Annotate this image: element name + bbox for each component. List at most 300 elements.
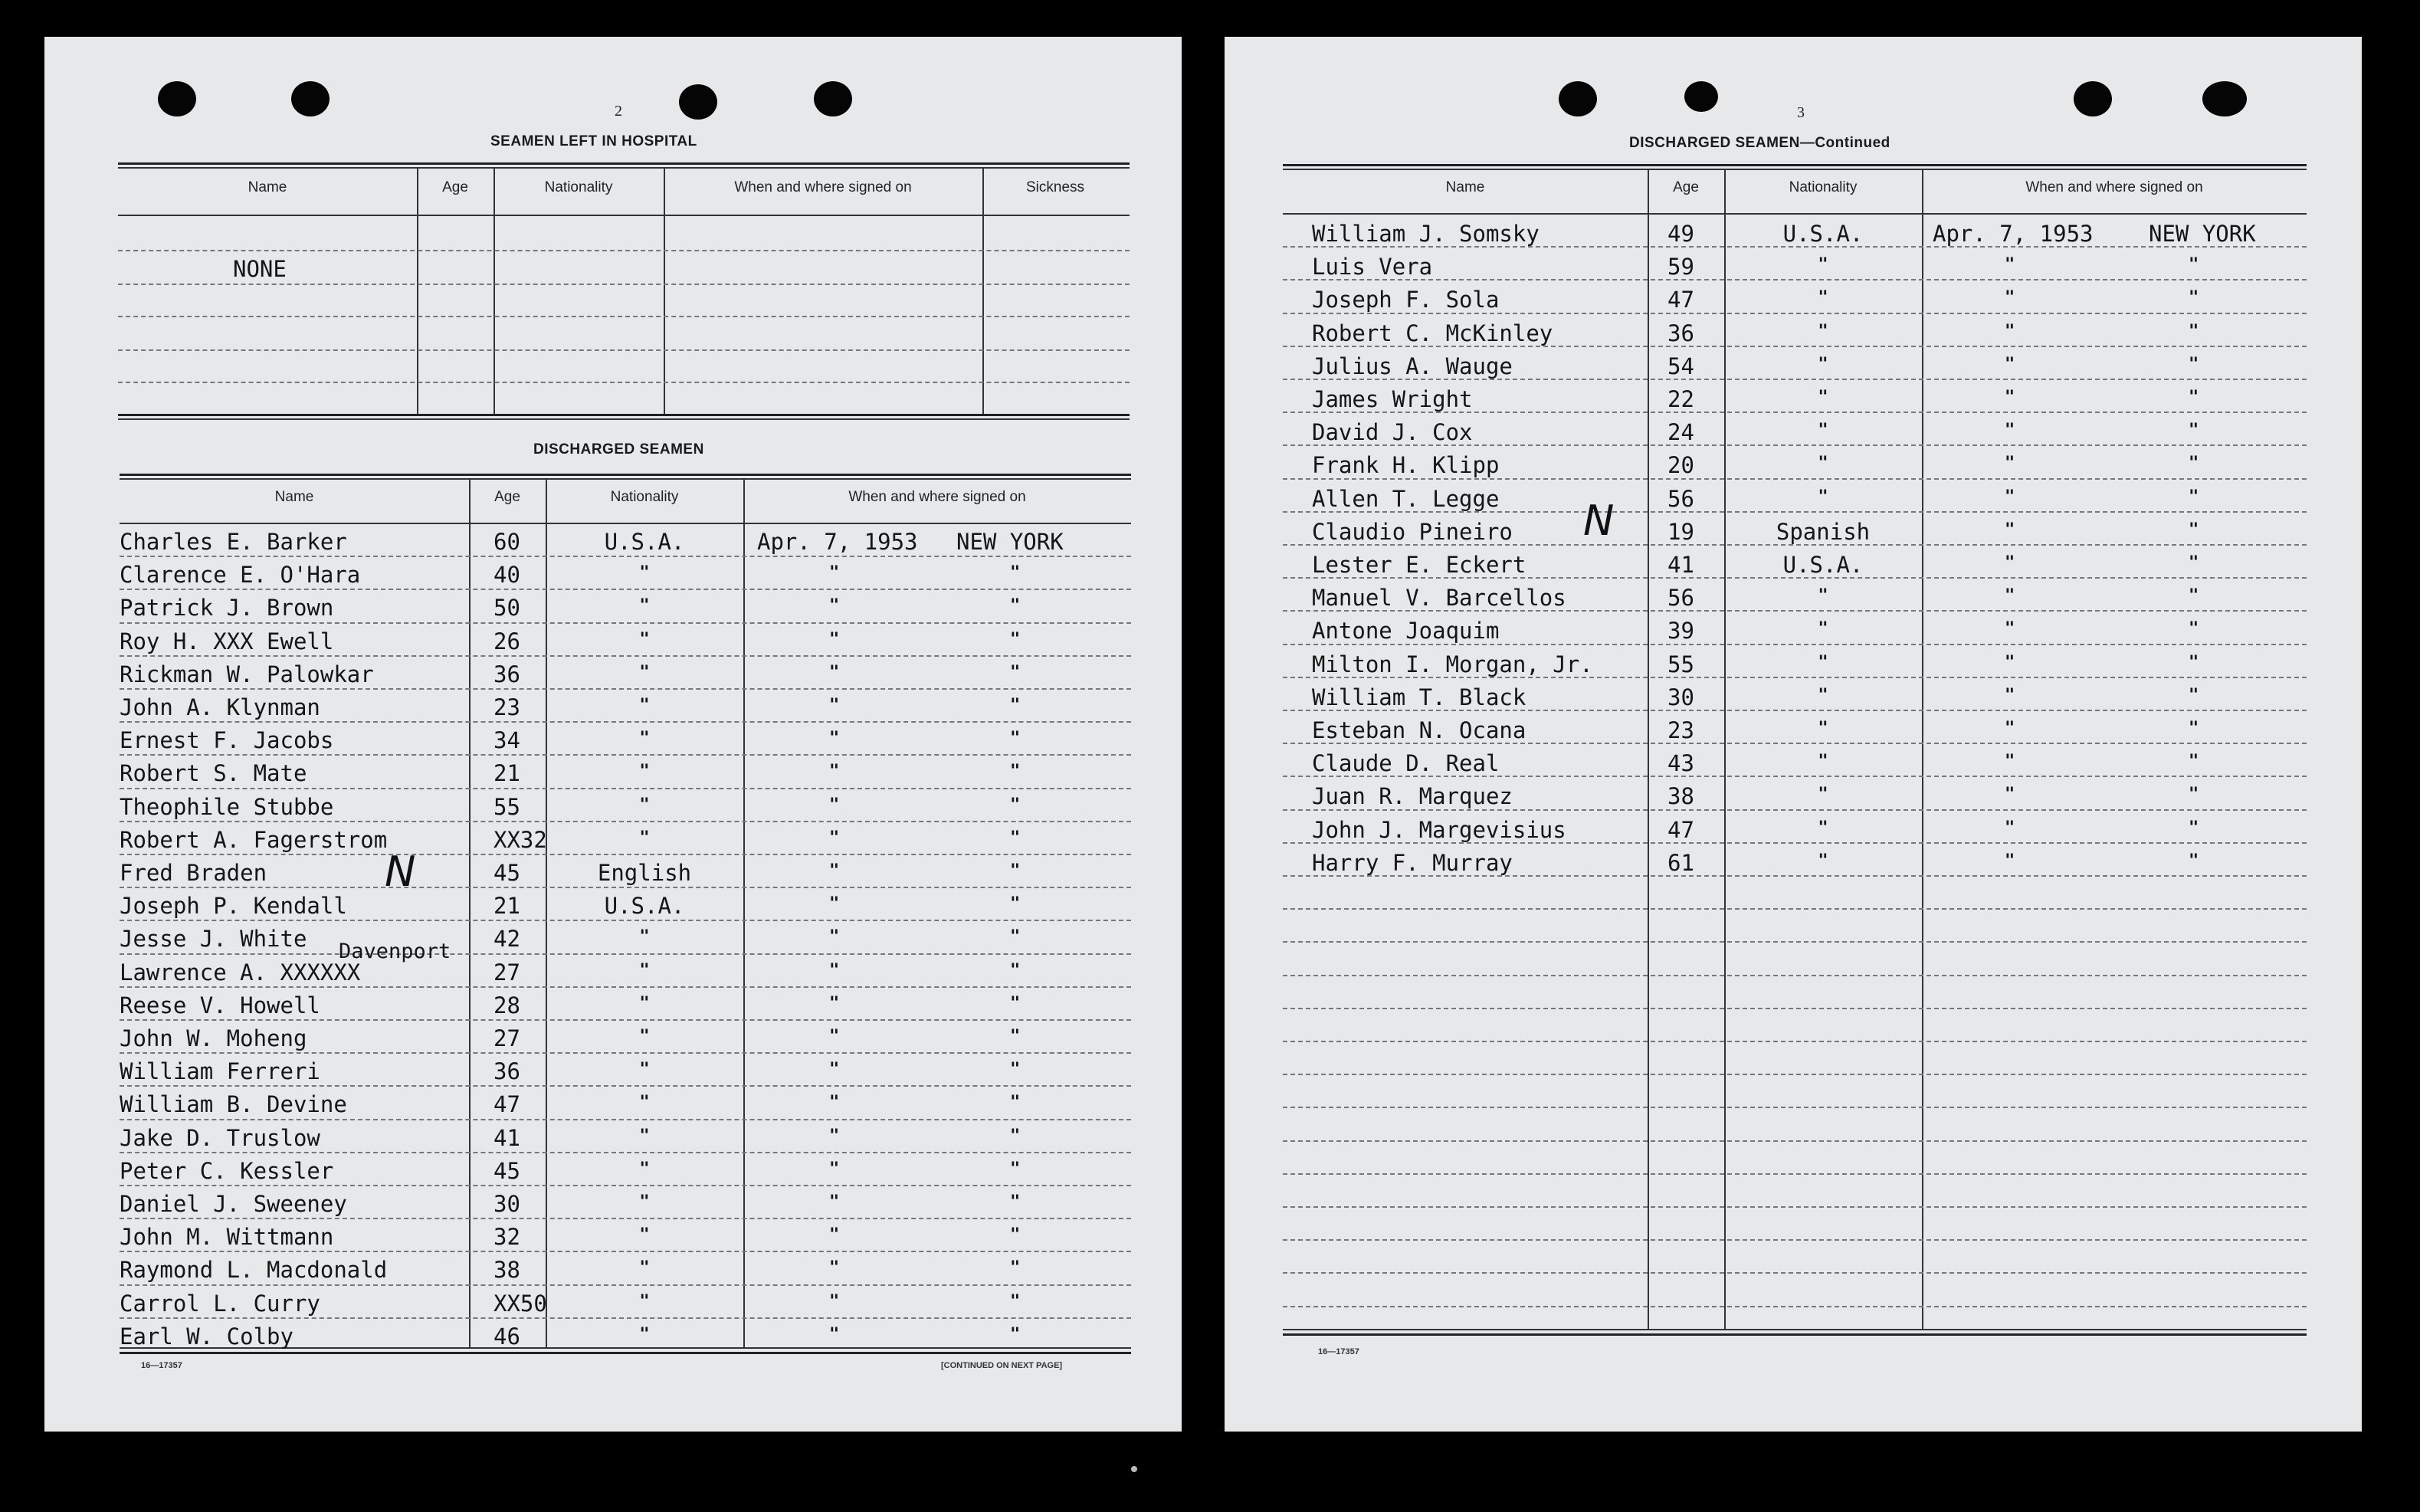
row-line bbox=[1283, 1272, 2307, 1274]
right-page bbox=[1225, 37, 2362, 1432]
ditto-mark: " bbox=[1010, 1192, 1021, 1212]
ditto-mark: " bbox=[1010, 1093, 1021, 1113]
ditto-mark: " bbox=[1818, 652, 1828, 672]
ditto-mark: " bbox=[2005, 288, 2015, 308]
seaman-name: Jesse J. White bbox=[120, 926, 307, 953]
hospital-entry: NONE bbox=[233, 256, 287, 282]
ditto-mark: " bbox=[829, 1225, 840, 1245]
ditto-mark: " bbox=[1818, 785, 1828, 805]
row-line bbox=[120, 788, 1131, 789]
header-age: Age bbox=[494, 489, 520, 505]
ditto-mark: " bbox=[1818, 487, 1828, 507]
seaman-age: 55 bbox=[1667, 651, 1694, 677]
continued-note: [CONTINUED ON NEXT PAGE] bbox=[941, 1361, 1063, 1370]
seaman-name: Lawrence A. XXXXXX bbox=[120, 959, 361, 986]
seaman-name: Esteban N. Ocana bbox=[1312, 717, 1526, 743]
ditto-mark: " bbox=[1010, 828, 1021, 848]
ditto-mark: " bbox=[1010, 1159, 1021, 1179]
rule bbox=[1283, 1329, 2307, 1330]
seaman-age: 59 bbox=[1667, 254, 1694, 280]
ditto-mark: " bbox=[1010, 762, 1021, 782]
ditto-mark: " bbox=[2005, 619, 2015, 639]
continued-title-suffix: —Continued bbox=[1799, 135, 1890, 151]
seaman-name: Allen T. Legge bbox=[1312, 485, 1500, 512]
ditto-mark: " bbox=[1818, 619, 1828, 639]
header-sickness: Sickness bbox=[1025, 179, 1085, 195]
ditto-mark: " bbox=[829, 1126, 840, 1146]
row-line bbox=[120, 1085, 1131, 1087]
row-line bbox=[1283, 279, 2307, 280]
name-correction: Davenport bbox=[339, 939, 451, 963]
ditto-mark: " bbox=[639, 563, 650, 583]
column-divider bbox=[1922, 170, 1923, 1329]
seaman-age: 19 bbox=[1667, 518, 1694, 545]
ditto-mark: " bbox=[639, 1258, 650, 1278]
ditto-mark: " bbox=[2005, 851, 2015, 871]
ditto-mark: " bbox=[2189, 487, 2199, 507]
seaman-age: 50 bbox=[494, 595, 520, 622]
row-line bbox=[120, 821, 1131, 822]
ditto-mark: " bbox=[2189, 421, 2199, 441]
rule bbox=[1283, 213, 2307, 215]
ditto-mark: " bbox=[2005, 454, 2015, 474]
seaman-nationality: U.S.A. bbox=[1782, 552, 1864, 578]
ditto-mark: " bbox=[829, 563, 840, 583]
rule bbox=[118, 414, 1130, 416]
ditto-mark: " bbox=[1010, 993, 1021, 1013]
ditto-mark: " bbox=[639, 1093, 650, 1113]
column-divider bbox=[743, 480, 745, 1347]
seaman-name: Theophile Stubbe bbox=[120, 793, 334, 820]
column-divider bbox=[417, 169, 418, 414]
ditto-mark: " bbox=[2189, 619, 2199, 639]
ditto-mark: " bbox=[639, 960, 650, 980]
rule bbox=[1283, 1333, 2307, 1336]
seaman-nationality: English bbox=[597, 860, 692, 886]
ditto-mark: " bbox=[2189, 685, 2199, 705]
ditto-mark: " bbox=[1818, 818, 1828, 838]
row-line bbox=[120, 1218, 1131, 1219]
row-line bbox=[120, 1317, 1131, 1319]
ditto-mark: " bbox=[1818, 719, 1828, 738]
form-number: 16—17357 bbox=[1318, 1347, 1359, 1356]
ditto-mark: " bbox=[1818, 255, 1828, 275]
seaman-name: Raymond L. Macdonald bbox=[120, 1257, 388, 1284]
page-number: 2 bbox=[615, 103, 622, 120]
seaman-age: 28 bbox=[494, 992, 520, 1018]
row-line bbox=[120, 721, 1131, 723]
punch-hole bbox=[2202, 81, 2247, 116]
seaman-name: Manuel V. Barcellos bbox=[1312, 585, 1566, 612]
ditto-mark: " bbox=[1010, 795, 1021, 815]
ditto-mark: " bbox=[2005, 321, 2015, 341]
seaman-name: Lester E. Eckert bbox=[1312, 552, 1526, 578]
ditto-mark: " bbox=[2005, 785, 2015, 805]
seaman-name: Clarence E. O'Hara bbox=[120, 562, 361, 589]
ditto-mark: " bbox=[1818, 321, 1828, 341]
row-line bbox=[120, 655, 1131, 657]
seaman-age: 32 bbox=[494, 1224, 520, 1251]
seaman-name: Peter C. Kessler bbox=[120, 1157, 334, 1184]
header-name: Name bbox=[1445, 179, 1485, 195]
seaman-nationality: Spanish bbox=[1776, 518, 1871, 545]
row-line bbox=[1283, 1206, 2307, 1208]
ditto-mark: " bbox=[1818, 354, 1828, 374]
column-divider bbox=[1724, 170, 1726, 1329]
row-line bbox=[120, 1152, 1131, 1153]
seaman-name: William Ferreri bbox=[120, 1058, 320, 1085]
ditto-mark: " bbox=[2189, 818, 2199, 838]
header-signed-on: When and where signed on bbox=[2025, 179, 2203, 195]
seaman-age: 36 bbox=[494, 1058, 520, 1085]
ditto-mark: " bbox=[1010, 629, 1021, 649]
column-divider bbox=[1648, 170, 1649, 1329]
row-line bbox=[120, 920, 1131, 921]
rule bbox=[118, 215, 1130, 216]
ditto-mark: " bbox=[829, 662, 840, 682]
seaman-age: 23 bbox=[494, 694, 520, 720]
seaman-name: Rickman W. Palowkar bbox=[120, 661, 374, 687]
row-line bbox=[1283, 1074, 2307, 1075]
ditto-mark: " bbox=[2005, 421, 2015, 441]
row-line bbox=[120, 754, 1131, 756]
punch-hole bbox=[1684, 81, 1718, 112]
ditto-mark: " bbox=[829, 1192, 840, 1212]
seaman-age: 60 bbox=[494, 529, 520, 555]
ditto-mark: " bbox=[829, 894, 840, 914]
rule bbox=[1283, 164, 2307, 166]
ditto-mark: " bbox=[1010, 729, 1021, 749]
ditto-mark: " bbox=[829, 861, 840, 881]
seaman-age: 30 bbox=[494, 1191, 520, 1217]
ditto-mark: " bbox=[639, 1225, 650, 1245]
ditto-mark: " bbox=[2189, 354, 2199, 374]
rule bbox=[120, 523, 1131, 524]
punch-hole bbox=[679, 84, 717, 120]
ditto-mark: " bbox=[829, 1291, 840, 1311]
row-line bbox=[120, 953, 1131, 955]
ditto-mark: " bbox=[1818, 388, 1828, 407]
ditto-mark: " bbox=[2005, 818, 2015, 838]
row-line bbox=[1283, 1306, 2307, 1307]
ditto-mark: " bbox=[2189, 652, 2199, 672]
seaman-age: 56 bbox=[1667, 485, 1694, 512]
seaman-name: Claudio Pineiro bbox=[1312, 518, 1513, 545]
ditto-mark: " bbox=[829, 927, 840, 947]
seaman-name: Robert C. McKinley bbox=[1312, 320, 1553, 346]
header-nationality: Nationality bbox=[544, 179, 613, 195]
seaman-nationality: U.S.A. bbox=[1782, 221, 1864, 247]
column-divider bbox=[982, 169, 984, 414]
ditto-mark: " bbox=[1010, 1324, 1021, 1344]
row-line bbox=[120, 1119, 1131, 1120]
seaman-name: Roy H. XXX Ewell bbox=[120, 628, 334, 654]
ditto-mark: " bbox=[639, 696, 650, 715]
seaman-name: Reese V. Howell bbox=[120, 992, 320, 1018]
seaman-age: 54 bbox=[1667, 353, 1694, 379]
header-age: Age bbox=[442, 179, 468, 195]
row-line bbox=[120, 1019, 1131, 1021]
ditto-mark: " bbox=[1010, 927, 1021, 947]
ditto-mark: " bbox=[639, 1027, 650, 1046]
page-number: 3 bbox=[1797, 104, 1805, 121]
punch-hole bbox=[291, 81, 330, 116]
seaman-age: 36 bbox=[494, 661, 520, 687]
seaman-age: 41 bbox=[1667, 552, 1694, 578]
ditto-mark: " bbox=[639, 1060, 650, 1080]
rule bbox=[120, 1352, 1131, 1354]
ditto-mark: " bbox=[829, 795, 840, 815]
seaman-name: Joseph P. Kendall bbox=[120, 893, 347, 920]
seaman-name: Charles E. Barker bbox=[120, 529, 347, 555]
ditto-mark: " bbox=[1010, 861, 1021, 881]
ditto-mark: " bbox=[829, 1060, 840, 1080]
seaman-age: 47 bbox=[1667, 816, 1694, 843]
ditto-mark: " bbox=[1818, 454, 1828, 474]
ditto-mark: " bbox=[1010, 563, 1021, 583]
ditto-mark: " bbox=[639, 629, 650, 649]
row-line bbox=[118, 250, 1130, 251]
seaman-age: 56 bbox=[1667, 585, 1694, 612]
seaman-name: Robert A. Fagerstrom bbox=[120, 826, 388, 853]
form-number: 16—17357 bbox=[141, 1361, 182, 1370]
seaman-name: Earl W. Colby bbox=[120, 1323, 293, 1350]
seaman-name: James Wright bbox=[1312, 386, 1473, 412]
row-line bbox=[1283, 941, 2307, 943]
rule bbox=[120, 474, 1131, 476]
ditto-mark: " bbox=[2189, 719, 2199, 738]
seaman-age: 45 bbox=[494, 1157, 520, 1184]
row-line bbox=[1283, 975, 2307, 976]
ditto-mark: " bbox=[1010, 596, 1021, 616]
ditto-mark: " bbox=[1010, 1060, 1021, 1080]
signed-on-place: NEW YORK bbox=[2149, 221, 2256, 247]
row-line bbox=[120, 854, 1131, 855]
ditto-mark: " bbox=[2005, 354, 2015, 374]
ditto-mark: " bbox=[2005, 586, 2015, 606]
seaman-name: Luis Vera bbox=[1312, 254, 1433, 280]
punch-hole bbox=[158, 81, 196, 116]
header-nationality: Nationality bbox=[610, 489, 679, 505]
seaman-name: Robert S. Mate bbox=[120, 760, 307, 787]
ditto-mark: " bbox=[2189, 388, 2199, 407]
seaman-age: 38 bbox=[1667, 783, 1694, 810]
hospital-title: SEAMEN LEFT IN HOSPITAL bbox=[490, 133, 697, 149]
seaman-age: 26 bbox=[494, 628, 520, 654]
column-divider bbox=[664, 169, 665, 414]
ditto-mark: " bbox=[829, 762, 840, 782]
seaman-age: 47 bbox=[1667, 287, 1694, 313]
ditto-mark: " bbox=[2189, 851, 2199, 871]
ditto-mark: " bbox=[639, 1324, 650, 1344]
ditto-mark: " bbox=[639, 1126, 650, 1146]
ditto-mark: " bbox=[1010, 1225, 1021, 1245]
seaman-age: 20 bbox=[1667, 452, 1694, 479]
ditto-mark: " bbox=[2005, 487, 2015, 507]
seaman-age: XX50 bbox=[494, 1290, 547, 1317]
ditto-mark: " bbox=[1010, 1126, 1021, 1146]
ditto-mark: " bbox=[829, 960, 840, 980]
seaman-age: 22 bbox=[1667, 386, 1694, 412]
ditto-mark: " bbox=[639, 927, 650, 947]
seaman-age: 43 bbox=[1667, 750, 1694, 777]
seaman-age: 21 bbox=[494, 893, 520, 920]
ditto-mark: " bbox=[1010, 1027, 1021, 1046]
seaman-age: 55 bbox=[494, 793, 520, 820]
signed-on-place: NEW YORK bbox=[956, 529, 1064, 555]
ditto-mark: " bbox=[2189, 454, 2199, 474]
row-line bbox=[120, 1284, 1131, 1286]
seaman-age: 61 bbox=[1667, 849, 1694, 876]
ditto-mark: " bbox=[639, 1291, 650, 1311]
ditto-mark: " bbox=[639, 662, 650, 682]
seaman-age: 34 bbox=[494, 727, 520, 754]
continued-title-main: DISCHARGED SEAMEN bbox=[1629, 135, 1800, 151]
signed-on-date: Apr. 7, 1953 bbox=[757, 529, 918, 555]
seaman-age: 39 bbox=[1667, 618, 1694, 644]
handwritten-mark: N bbox=[385, 848, 416, 896]
ditto-mark: " bbox=[829, 1027, 840, 1046]
rule bbox=[120, 478, 1131, 480]
ditto-mark: " bbox=[829, 596, 840, 616]
seaman-name: Claude D. Real bbox=[1312, 750, 1500, 777]
ditto-mark: " bbox=[2005, 520, 2015, 540]
ditto-mark: " bbox=[2189, 586, 2199, 606]
left-page bbox=[44, 37, 1182, 1432]
row-line bbox=[118, 284, 1130, 285]
row-line bbox=[1283, 908, 2307, 910]
ditto-mark: " bbox=[2005, 719, 2015, 738]
row-line bbox=[120, 986, 1131, 988]
seaman-age: 36 bbox=[1667, 320, 1694, 346]
seaman-nationality: U.S.A. bbox=[604, 893, 685, 920]
ditto-mark: " bbox=[639, 762, 650, 782]
ditto-mark: " bbox=[2005, 388, 2015, 407]
ditto-mark: " bbox=[1010, 960, 1021, 980]
seaman-name: William J. Somsky bbox=[1312, 221, 1540, 247]
header-name: Name bbox=[248, 179, 287, 195]
ditto-mark: " bbox=[1010, 662, 1021, 682]
seaman-name: Ernest F. Jacobs bbox=[120, 727, 334, 754]
seaman-name: Antone Joaquim bbox=[1312, 618, 1500, 644]
seaman-name: William B. Devine bbox=[120, 1091, 347, 1118]
continued-title bbox=[1629, 135, 1890, 152]
seaman-name: Joseph F. Sola bbox=[1312, 287, 1500, 313]
seaman-age: 23 bbox=[1667, 717, 1694, 743]
row-line bbox=[120, 622, 1131, 624]
ditto-mark: " bbox=[1010, 894, 1021, 914]
seaman-age: 27 bbox=[494, 959, 520, 986]
seaman-age: 21 bbox=[494, 760, 520, 787]
ditto-mark: " bbox=[639, 828, 650, 848]
seaman-name: William T. Black bbox=[1312, 684, 1526, 710]
seaman-age: 47 bbox=[494, 1091, 520, 1118]
ditto-mark: " bbox=[829, 1258, 840, 1278]
seaman-age: 38 bbox=[494, 1257, 520, 1284]
punch-hole bbox=[1559, 81, 1597, 116]
ditto-mark: " bbox=[2189, 520, 2199, 540]
ditto-mark: " bbox=[2005, 685, 2015, 705]
header-signed-on: When and where signed on bbox=[734, 179, 912, 195]
ditto-mark: " bbox=[2005, 255, 2015, 275]
ditto-mark: " bbox=[2189, 553, 2199, 572]
seaman-name: Carrol L. Curry bbox=[120, 1290, 320, 1317]
row-line bbox=[120, 1251, 1131, 1252]
seaman-age: 24 bbox=[1667, 419, 1694, 446]
ditto-mark: " bbox=[2189, 288, 2199, 308]
seaman-nationality: U.S.A. bbox=[604, 529, 685, 555]
ditto-mark: " bbox=[2189, 321, 2199, 341]
row-line bbox=[1283, 1140, 2307, 1142]
ditto-mark: " bbox=[639, 1159, 650, 1179]
ditto-mark: " bbox=[1010, 1291, 1021, 1311]
header-nationality: Nationality bbox=[1789, 179, 1858, 195]
row-line bbox=[118, 316, 1130, 317]
ditto-mark: " bbox=[829, 1324, 840, 1344]
seaman-age: 45 bbox=[494, 860, 520, 886]
row-line bbox=[1283, 1041, 2307, 1042]
ditto-mark: " bbox=[829, 729, 840, 749]
ditto-mark: " bbox=[829, 1159, 840, 1179]
row-line bbox=[120, 589, 1131, 590]
handwritten-mark: N bbox=[1583, 497, 1615, 545]
seaman-age: XX32 bbox=[494, 826, 547, 853]
seaman-name: Fred Braden bbox=[120, 860, 267, 886]
row-line bbox=[120, 688, 1131, 690]
column-divider bbox=[469, 480, 471, 1347]
row-line bbox=[1283, 1008, 2307, 1009]
seaman-name: Jake D. Truslow bbox=[120, 1124, 320, 1151]
seaman-name: Daniel J. Sweeney bbox=[120, 1191, 347, 1217]
seaman-age: 27 bbox=[494, 1025, 520, 1051]
ditto-mark: " bbox=[2005, 652, 2015, 672]
row-line bbox=[120, 556, 1131, 557]
seaman-age: 46 bbox=[494, 1323, 520, 1350]
ditto-mark: " bbox=[829, 629, 840, 649]
row-line bbox=[120, 887, 1131, 888]
punch-hole bbox=[2074, 81, 2112, 116]
ditto-mark: " bbox=[829, 993, 840, 1013]
row-line bbox=[1283, 1239, 2307, 1241]
ditto-mark: " bbox=[2189, 785, 2199, 805]
seaman-age: 41 bbox=[494, 1124, 520, 1151]
punch-hole bbox=[814, 81, 852, 116]
seaman-age: 49 bbox=[1667, 221, 1694, 247]
seaman-name: John M. Wittmann bbox=[120, 1224, 334, 1251]
seaman-age: 42 bbox=[494, 926, 520, 953]
header-age: Age bbox=[1673, 179, 1699, 195]
ditto-mark: " bbox=[1818, 685, 1828, 705]
rule bbox=[118, 167, 1130, 169]
ditto-mark: " bbox=[2189, 255, 2199, 275]
ditto-mark: " bbox=[1010, 1258, 1021, 1278]
ditto-mark: " bbox=[639, 596, 650, 616]
scan-mark bbox=[1131, 1466, 1137, 1472]
row-line bbox=[1283, 1173, 2307, 1175]
ditto-mark: " bbox=[1818, 752, 1828, 772]
ditto-mark: " bbox=[639, 795, 650, 815]
ditto-mark: " bbox=[2189, 752, 2199, 772]
header-signed-on: When and where signed on bbox=[848, 489, 1026, 505]
column-divider bbox=[494, 169, 495, 414]
ditto-mark: " bbox=[639, 1192, 650, 1212]
seaman-name: Frank H. Klipp bbox=[1312, 452, 1500, 479]
row-line bbox=[120, 1185, 1131, 1186]
seaman-name: Harry F. Murray bbox=[1312, 849, 1513, 876]
seaman-name: John A. Klynman bbox=[120, 694, 320, 720]
ditto-mark: " bbox=[2005, 752, 2015, 772]
seaman-name: Juan R. Marquez bbox=[1312, 783, 1513, 810]
